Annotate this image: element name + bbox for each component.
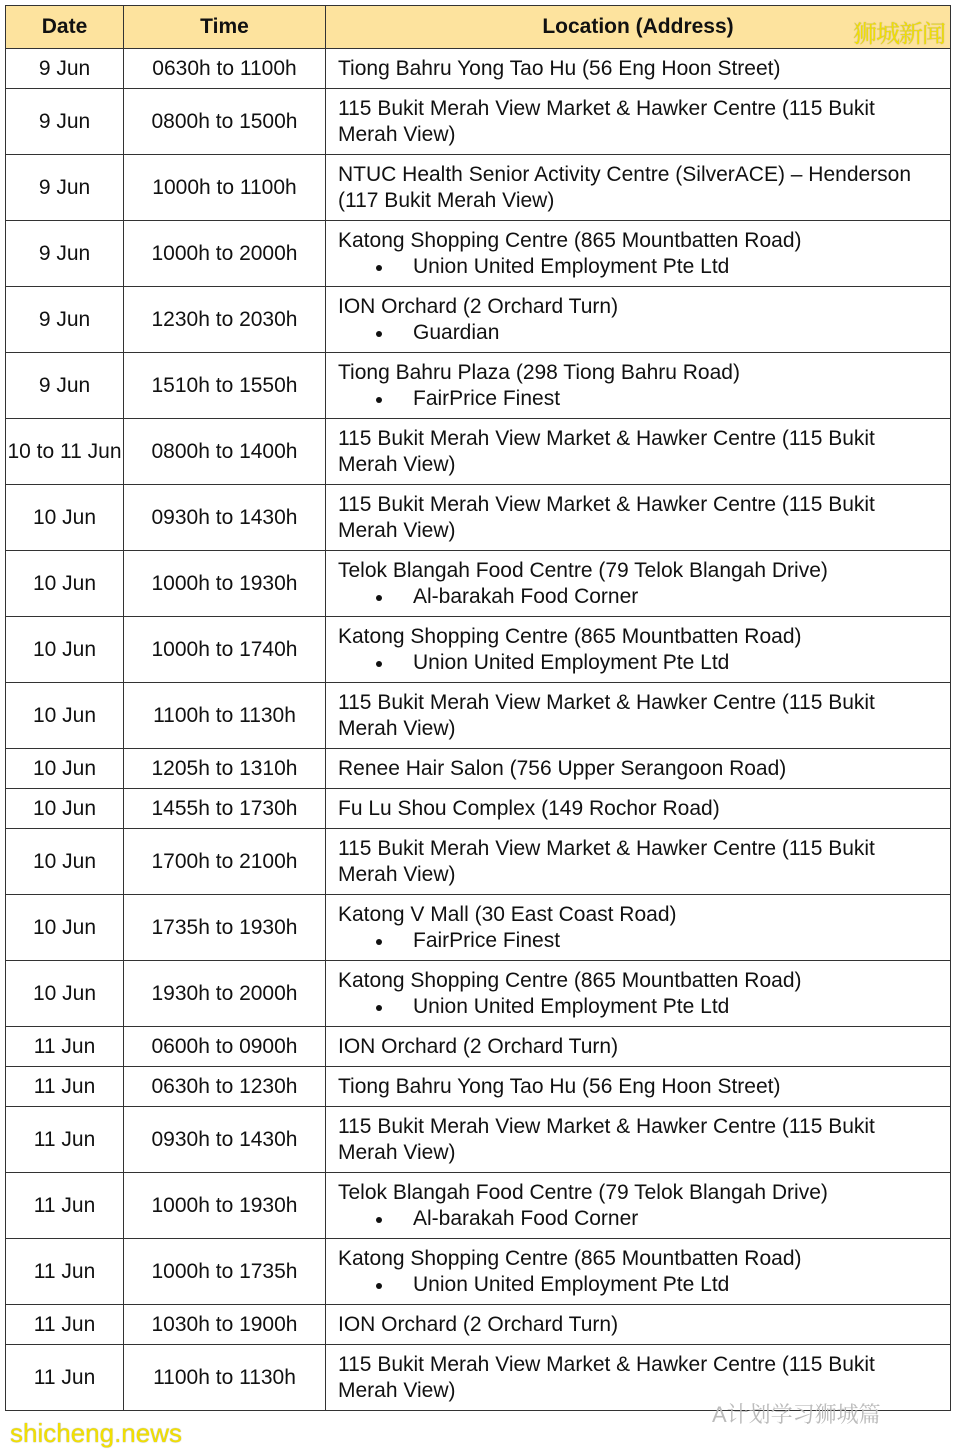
date-cell: 10 Jun [6, 485, 124, 551]
date-cell: 11 Jun [6, 1239, 124, 1305]
locations-table [5, 5, 951, 1411]
time-cell: 0930h to 1430h [124, 485, 326, 551]
date-cell: 10 Jun [6, 683, 124, 749]
date-cell: 9 Jun [6, 221, 124, 287]
store-name: FairPrice Finest [413, 928, 561, 952]
table-row [6, 155, 951, 221]
location-address: 115 Bukit Merah View Market & Hawker Centre (115 Bukit Merah View) [338, 492, 875, 542]
location-address: Katong Shopping Centre (865 Mountbatten Road) [338, 624, 802, 648]
date-cell: 10 Jun [6, 617, 124, 683]
location-cell [326, 1305, 951, 1345]
location-cell [326, 155, 951, 221]
location-address: NTUC Health Senior Activity Centre (SilverACE) – Henderson (117 Bukit Merah View) [338, 162, 912, 212]
table-row [6, 749, 951, 789]
location-cell [326, 895, 951, 961]
time-cell: 0930h to 1430h [124, 1107, 326, 1173]
date-cell: 9 Jun [6, 155, 124, 221]
location-cell [326, 49, 951, 89]
time-cell: 1000h to 1100h [124, 155, 326, 221]
location-address: 115 Bukit Merah View Market & Hawker Centre (115 Bukit Merah View) [338, 426, 875, 476]
store-name: Al-barakah Food Corner [413, 1206, 639, 1230]
location-address: Tiong Bahru Yong Tao Hu (56 Eng Hoon Street) [338, 56, 781, 80]
location-cell [326, 353, 951, 419]
location-bullet-item [338, 320, 938, 346]
time-cell: 1930h to 2000h [124, 961, 326, 1027]
time-cell: 0630h to 1230h [124, 1067, 326, 1107]
watermark-top: 狮城新闻 [853, 21, 945, 48]
location-address: Telok Blangah Food Centre (79 Telok Blangah Drive) [338, 558, 828, 582]
time-cell: 1510h to 1550h [124, 353, 326, 419]
time-cell: 1000h to 1930h [124, 551, 326, 617]
time-cell: 1000h to 2000h [124, 221, 326, 287]
time-cell: 1455h to 1730h [124, 789, 326, 829]
date-cell: 10 Jun [6, 829, 124, 895]
location-cell [326, 485, 951, 551]
time-cell: 0630h to 1100h [124, 49, 326, 89]
header-time: Time [124, 6, 326, 49]
location-bullet-item [338, 254, 938, 280]
time-cell: 1700h to 2100h [124, 829, 326, 895]
location-bullet-item [338, 584, 938, 610]
date-cell: 11 Jun [6, 1067, 124, 1107]
table-row [6, 49, 951, 89]
date-cell: 11 Jun [6, 1173, 124, 1239]
header-date: Date [6, 6, 124, 49]
date-cell: 11 Jun [6, 1305, 124, 1345]
time-cell: 1000h to 1930h [124, 1173, 326, 1239]
location-bullet-item [338, 386, 938, 412]
date-cell: 11 Jun [6, 1027, 124, 1067]
table-header-row [6, 6, 951, 49]
date-cell: 11 Jun [6, 1107, 124, 1173]
location-bullet-item [338, 1272, 938, 1298]
location-cell [326, 617, 951, 683]
date-cell: 9 Jun [6, 89, 124, 155]
time-cell: 1030h to 1900h [124, 1305, 326, 1345]
table-row [6, 683, 951, 749]
date-cell: 10 Jun [6, 749, 124, 789]
table-row [6, 1239, 951, 1305]
time-cell: 1230h to 2030h [124, 287, 326, 353]
time-cell: 0800h to 1400h [124, 419, 326, 485]
location-address: 115 Bukit Merah View Market & Hawker Centre (115 Bukit Merah View) [338, 1352, 875, 1402]
location-cell [326, 683, 951, 749]
location-cell [326, 287, 951, 353]
location-cell [326, 1239, 951, 1305]
date-cell: 9 Jun [6, 49, 124, 89]
store-name: Al-barakah Food Corner [413, 584, 639, 608]
location-cell [326, 419, 951, 485]
location-address: 115 Bukit Merah View Market & Hawker Centre (115 Bukit Merah View) [338, 1114, 875, 1164]
location-cell [326, 829, 951, 895]
date-cell: 9 Jun [6, 353, 124, 419]
time-cell: 1735h to 1930h [124, 895, 326, 961]
location-address: 115 Bukit Merah View Market & Hawker Centre (115 Bukit Merah View) [338, 836, 875, 886]
location-cell [326, 1107, 951, 1173]
location-cell [326, 789, 951, 829]
table-row [6, 961, 951, 1027]
date-cell: 10 Jun [6, 789, 124, 829]
table-row [6, 829, 951, 895]
time-cell: 1000h to 1735h [124, 1239, 326, 1305]
location-address: Katong V Mall (30 East Coast Road) [338, 902, 677, 926]
date-cell: 10 Jun [6, 895, 124, 961]
table-row [6, 419, 951, 485]
location-address: Katong Shopping Centre (865 Mountbatten Road) [338, 968, 802, 992]
time-cell: 1100h to 1130h [124, 1345, 326, 1411]
location-cell [326, 221, 951, 287]
table-row [6, 895, 951, 961]
location-cell [326, 1027, 951, 1067]
location-address: Renee Hair Salon (756 Upper Serangoon Road) [338, 756, 787, 780]
header-location: Location (Address) [326, 6, 951, 49]
store-name: Union United Employment Pte Ltd [413, 1272, 730, 1296]
location-address: ION Orchard (2 Orchard Turn) [338, 1034, 619, 1058]
location-bullet-item [338, 994, 938, 1020]
store-name: Union United Employment Pte Ltd [413, 254, 730, 278]
table-row [6, 551, 951, 617]
date-cell: 9 Jun [6, 287, 124, 353]
table-row [6, 1173, 951, 1239]
location-address: Katong Shopping Centre (865 Mountbatten Road) [338, 1246, 802, 1270]
table-row [6, 1305, 951, 1345]
location-address: 115 Bukit Merah View Market & Hawker Centre (115 Bukit Merah View) [338, 96, 875, 146]
location-cell [326, 551, 951, 617]
table-row [6, 287, 951, 353]
location-address: Tiong Bahru Yong Tao Hu (56 Eng Hoon Street) [338, 1074, 781, 1098]
time-cell: 1100h to 1130h [124, 683, 326, 749]
date-cell: 11 Jun [6, 1345, 124, 1411]
time-cell: 1000h to 1740h [124, 617, 326, 683]
time-cell: 1205h to 1310h [124, 749, 326, 789]
store-name: Guardian [413, 320, 500, 344]
table-row [6, 789, 951, 829]
table-row [6, 485, 951, 551]
location-address: Fu Lu Shou Complex (149 Rochor Road) [338, 796, 720, 820]
store-name: FairPrice Finest [413, 386, 561, 410]
location-address: ION Orchard (2 Orchard Turn) [338, 1312, 619, 1336]
location-cell [326, 1173, 951, 1239]
watermark-bottom-left: shicheng.news [10, 1418, 182, 1448]
time-cell: 0800h to 1500h [124, 89, 326, 155]
location-bullet-item [338, 650, 938, 676]
location-cell [326, 1067, 951, 1107]
location-bullet-item [338, 1206, 938, 1232]
date-cell: 10 Jun [6, 551, 124, 617]
time-cell: 0600h to 0900h [124, 1027, 326, 1067]
store-name: Union United Employment Pte Ltd [413, 994, 730, 1018]
watermark-bottom-right: A计划学习狮城篇 [712, 1402, 881, 1427]
store-name: Union United Employment Pte Ltd [413, 650, 730, 674]
location-address: Katong Shopping Centre (865 Mountbatten Road) [338, 228, 802, 252]
date-cell: 10 Jun [6, 961, 124, 1027]
location-address: 115 Bukit Merah View Market & Hawker Centre (115 Bukit Merah View) [338, 690, 875, 740]
location-cell [326, 89, 951, 155]
table-row [6, 1067, 951, 1107]
table-row [6, 1107, 951, 1173]
table-row [6, 617, 951, 683]
table-row [6, 1027, 951, 1067]
location-address: Tiong Bahru Plaza (298 Tiong Bahru Road) [338, 360, 740, 384]
table-row [6, 221, 951, 287]
location-cell [326, 961, 951, 1027]
location-cell [326, 749, 951, 789]
location-bullet-item [338, 928, 938, 954]
table-row [6, 89, 951, 155]
location-address: ION Orchard (2 Orchard Turn) [338, 294, 619, 318]
table-row [6, 353, 951, 419]
location-address: Telok Blangah Food Centre (79 Telok Blangah Drive) [338, 1180, 828, 1204]
date-cell: 10 to 11 Jun [6, 419, 124, 485]
